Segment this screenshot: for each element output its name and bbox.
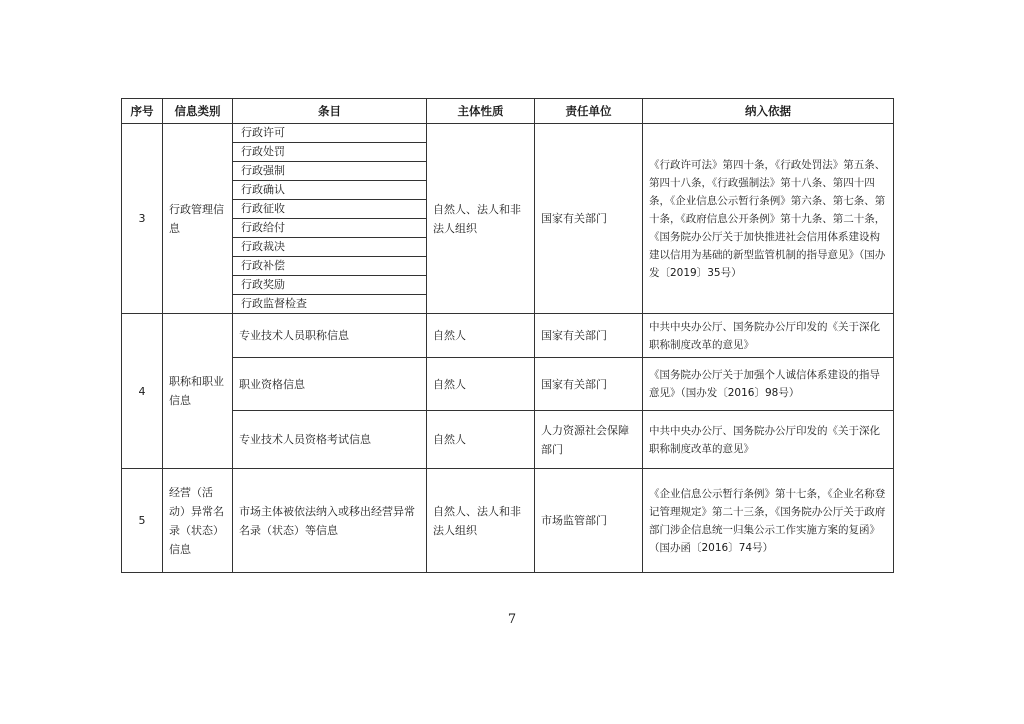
list-item: 行政处罚: [233, 143, 426, 162]
row-item: 专业技术人员职称信息: [233, 314, 427, 358]
row-subject: 自然人: [427, 358, 535, 411]
row-category: 职称和职业信息: [163, 314, 233, 469]
row-index: 5: [122, 469, 163, 573]
info-table: [121, 98, 894, 573]
table-row: [122, 124, 894, 314]
table-row: [122, 411, 894, 469]
row-basis: 《企业信息公示暂行条例》第十七条，《企业名称登记管理规定》第二十三条，《国务院办公厅关于政府部门涉企信息统一归集公示工作实施方案的复函》（国办函〔2016〕74号）: [643, 469, 894, 573]
header-index: 序号: [122, 99, 163, 124]
list-item: 行政给付: [233, 219, 426, 238]
table-header-row: [122, 99, 894, 124]
row-item: 专业技术人员资格考试信息: [233, 411, 427, 469]
header-basis: 纳入依据: [643, 99, 894, 124]
row-subject: 自然人、法人和非法人组织: [427, 469, 535, 573]
item-list-cell: [233, 124, 427, 314]
row-item: 市场主体被依法纳入或移出经营异常名录（状态）等信息: [233, 469, 427, 573]
row-unit: 人力资源社会保障部门: [535, 411, 643, 469]
row-unit: 市场监管部门: [535, 469, 643, 573]
row-item: 职业资格信息: [233, 358, 427, 411]
item-list: [233, 124, 426, 313]
list-item: 行政征收: [233, 200, 426, 219]
list-item: 行政确认: [233, 181, 426, 200]
table-row: [122, 314, 894, 358]
header-category: 信息类别: [163, 99, 233, 124]
list-item: 行政补偿: [233, 257, 426, 276]
row-subject: 自然人: [427, 314, 535, 358]
row-category: 行政管理信息: [163, 124, 233, 314]
header-item: 条目: [233, 99, 427, 124]
row-basis: 《国务院办公厅关于加强个人诚信体系建设的指导意见》（国办发〔2016〕98号）: [643, 358, 894, 411]
row-basis: 中共中央办公厅、国务院办公厅印发的《关于深化职称制度改革的意见》: [643, 314, 894, 358]
row-index: 3: [122, 124, 163, 314]
row-unit: 国家有关部门: [535, 124, 643, 314]
list-item: 行政许可: [233, 124, 426, 143]
header-subject: 主体性质: [427, 99, 535, 124]
row-subject: 自然人、法人和非法人组织: [427, 124, 535, 314]
list-item: 行政监督检查: [241, 297, 307, 310]
page-number: 7: [507, 612, 517, 627]
header-unit: 责任单位: [535, 99, 643, 124]
row-index: 4: [122, 314, 163, 469]
row-category: 经营（活动）异常名录（状态）信息: [163, 469, 233, 573]
list-item: 行政强制: [233, 162, 426, 181]
table-row: [122, 358, 894, 411]
row-unit: 国家有关部门: [535, 358, 643, 411]
list-item: 行政奖励: [233, 276, 426, 295]
list-item: 行政裁决: [233, 238, 426, 257]
table-row: [122, 469, 894, 573]
row-basis: 中共中央办公厅、国务院办公厅印发的《关于深化职称制度改革的意见》: [643, 411, 894, 469]
row-basis: 《行政许可法》第四十条，《行政处罚法》第五条、第四十八条，《行政强制法》第十八条、第四十四条，《企业信息公示暂行条例》第六条、第七条、第十条，《政府信息公开条例》第十九条、第二十条，《国务院办公厅关于加快推进社会信用体系建设构建以信用为基础的新型监管机制的指导意见》（国办发〔2019〕35号）: [643, 124, 894, 314]
row-unit: 国家有关部门: [535, 314, 643, 358]
row-subject: 自然人: [427, 411, 535, 469]
